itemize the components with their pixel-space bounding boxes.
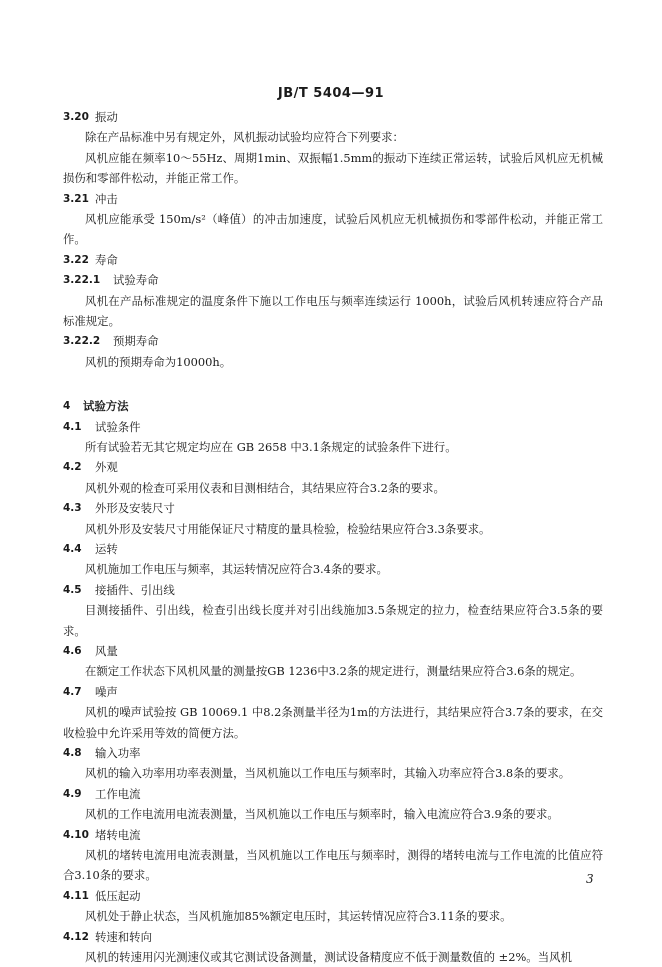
- section-4-10-paragraph: 风机的堵转电流用电流表测量，当风机施以工作电压与频率时，测得的堵转电流与工作电流的比值应符合3.10条的要求。: [63, 847, 603, 883]
- section-4-9-paragraph: 风机的工作电流用电流表测量，当风机施以工作电压与频率时，输入电流应符合3.9条的要求。: [85, 807, 559, 822]
- section-4-3-paragraph: 风机外形及安装尺寸用能保证尺寸精度的量具检验，检验结果应符合3.3条要求。: [85, 521, 491, 536]
- section-title: 输入功率: [95, 745, 141, 760]
- section-4-1-paragraph: 所有试验若无其它规定均应在 GB 2658 中3.1条规定的试验条件下进行。: [85, 439, 457, 454]
- section-title: 堵转电流: [95, 827, 141, 842]
- section-4-2-heading: [63, 457, 603, 477]
- section-number: 4.5: [63, 583, 82, 596]
- section-number: 4.12: [63, 930, 89, 943]
- section-3-20-paragraph-1: 除在产品标准中另有规定外，风机振动试验均应符合下列要求：: [85, 130, 404, 145]
- section-4-12-heading: [63, 927, 603, 947]
- section-3-20-heading: [63, 107, 603, 127]
- section-4-11-paragraph: 风机处于静止状态，当风机施加85%额定电压时，其运转情况应符合3.11条的要求。: [85, 909, 512, 924]
- section-number: 4.2: [63, 461, 82, 474]
- section-3-22-heading: [63, 250, 603, 270]
- section-number: 4.9: [63, 787, 82, 800]
- section-4-12-paragraph: 风机的转速用闪光测速仪或其它测试设备测量，测试设备精度应不低于测量数值的 ±2%。当风机: [85, 949, 572, 964]
- section-4-7-heading: [63, 682, 603, 702]
- section-number: 3.22.2: [63, 335, 101, 348]
- section-title: 接插件、引出线: [95, 582, 175, 597]
- section-3-22-1-heading: [63, 270, 603, 290]
- section-4-4-paragraph: 风机施加工作电压与频率，其运转情况应符合3.4条的要求。: [85, 562, 388, 577]
- section-4-3-heading: [63, 498, 603, 518]
- section-4-7-paragraph: 风机的噪声试验按 GB 10069.1 中8.2条测量半径为1m的方法进行，其结果应符合3.7条的要求，在交收检验中允许采用等效的简便方法。: [63, 705, 603, 740]
- section-3-21-paragraph: 风机应能承受 150m/s²（峰值）的冲击加速度，试验后风机应无机械损伤和零部件松动，并能正常工作。: [63, 212, 603, 247]
- section-3-21-heading: [63, 189, 603, 209]
- section-number: 3.22: [63, 253, 89, 266]
- section-number: 4.4: [63, 542, 82, 555]
- section-4-10-heading: [63, 825, 603, 845]
- chapter-title: 试验方法: [83, 399, 129, 414]
- section-number: 3.22.1: [63, 274, 101, 287]
- section-title: 低压起动: [95, 888, 141, 903]
- section-4-5-paragraph: 目测接插件、引出线，检查引出线长度并对引出线施加3.5条规定的拉力，检查结果应符合3.5条的要求。: [63, 603, 603, 638]
- chapter-number: 4: [63, 400, 71, 413]
- section-title: 工作电流: [95, 786, 141, 801]
- section-title: 外观: [95, 460, 118, 475]
- section-title: 预期寿命: [113, 334, 159, 349]
- section-4-8-paragraph: 风机的输入功率用功率表测量，当风机施以工作电压与频率时，其输入功率应符合3.8条的要求。: [85, 766, 571, 781]
- section-title: 冲击: [95, 191, 118, 206]
- page-number: 3: [586, 872, 594, 886]
- section-number: 4.6: [63, 644, 82, 657]
- section-title: 寿命: [95, 252, 118, 267]
- section-title: 试验条件: [95, 419, 141, 434]
- section-title: 试验寿命: [113, 273, 159, 288]
- section-title: 噪声: [95, 684, 118, 699]
- section-number: 4.10: [63, 828, 89, 841]
- section-3-22-2-heading: [63, 331, 603, 351]
- section-title: 振动: [95, 110, 118, 124]
- section-3-20-paragraph-2: 风机应能在频率10～55Hz、周期1min、双振幅1.5mm的振动下连续正常运转，试验后风机应无机械损伤和零部件松动，并能正常工作。: [63, 150, 603, 186]
- section-4-4-heading: [63, 539, 603, 559]
- section-number: 3.21: [63, 192, 89, 205]
- section-title: 转速和转向: [95, 929, 152, 944]
- section-title: 风量: [95, 643, 118, 658]
- section-number: 4.3: [63, 502, 82, 515]
- section-4-6-heading: [63, 641, 603, 661]
- document-body: [63, 107, 603, 967]
- section-4-5-heading: [63, 580, 603, 600]
- section-3-22-1-paragraph: 风机在产品标准规定的温度条件下施以工作电压与频率连续运行 1000h，试验后风机转速应符合产品标准规定。: [63, 293, 603, 328]
- section-gap: [63, 372, 603, 396]
- section-4-1-heading: [63, 417, 603, 437]
- section-number: 3.20: [63, 111, 89, 123]
- section-4-8-heading: [63, 743, 603, 763]
- section-number: 4.1: [63, 420, 82, 433]
- section-4-11-heading: [63, 886, 603, 906]
- section-4-6-paragraph: 在额定工作状态下风机风量的测量按GB 1236中3.2条的规定进行，测量结果应符合3.6条的规定。: [85, 664, 582, 679]
- standard-header: JB/T 5404—91: [277, 86, 385, 101]
- chapter-4-heading: [63, 396, 603, 416]
- section-3-22-2-paragraph: 风机的预期寿命为10000h。: [85, 354, 232, 369]
- section-number: 4.7: [63, 685, 82, 698]
- section-number: 4.11: [63, 889, 89, 902]
- section-title: 运转: [95, 541, 118, 556]
- section-4-9-heading: [63, 784, 603, 804]
- section-number: 4.8: [63, 746, 82, 759]
- section-title: 外形及安装尺寸: [95, 501, 175, 516]
- section-4-2-paragraph: 风机外观的检查可采用仪表和目测相结合，其结果应符合3.2条的要求。: [85, 480, 445, 495]
